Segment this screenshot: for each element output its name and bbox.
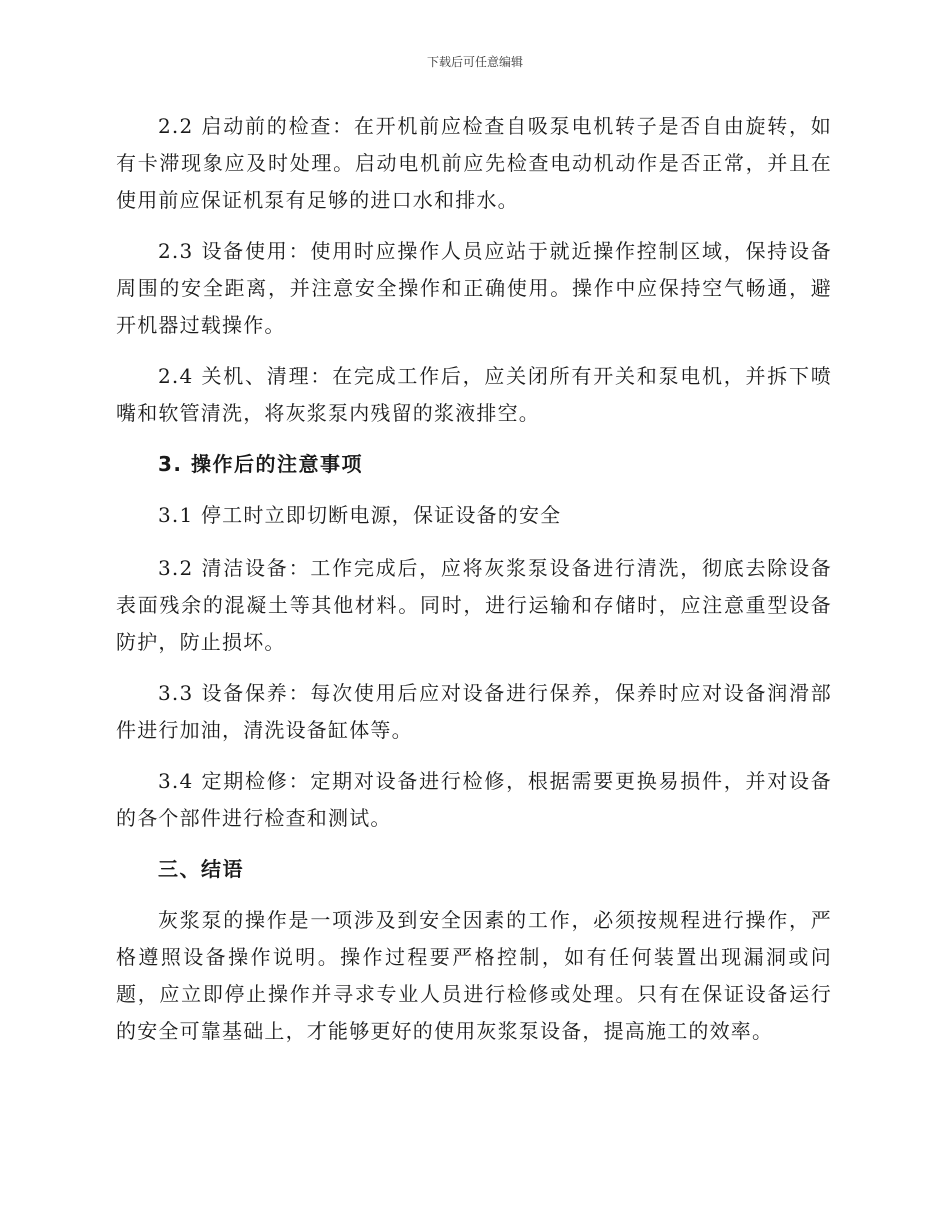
paragraph-2-2: 2.2 启动前的检查：在开机前应检查自吸泵电机转子是否自由旋转，如有卡滞现象应及时处理。启动电机前应先检查电动机动作是否正常，并且在使用前应保证机泵有足够的进口水和排水。 [116, 114, 832, 212]
paragraph-conclusion: 灰浆泵的操作是一项涉及到安全因素的工作，必须按规程进行操作，严格遵照设备操作说明。操作过程要严格控制，如有任何装置出现漏洞或问题，应立即停止操作并寻求专业人员进行检修或处理。只有在保证设备运行的安全可靠基础上，才能够更好的使用灰浆泵设备，提高施工的效率。 [116, 908, 832, 1043]
paragraph-3-2: 3.2 清洁设备：工作完成后，应将灰浆泵设备进行清洗，彻底去除设备表面残余的混凝土等其他材料。同时，进行运输和存储时，应注意重型设备防护，防止损坏。 [116, 556, 832, 654]
page-header: 下载后可任意编辑 [426, 55, 523, 69]
section-heading-3: 3. 操作后的注意事项 [158, 452, 363, 476]
paragraph-3-4: 3.4 定期检修：定期对设备进行检修，根据需要更换易损件，并对设备的各个部件进行检查和测试。 [116, 769, 832, 830]
paragraph-2-3: 2.3 设备使用：使用时应操作人员应站于就近操作控制区域，保持设备周围的安全距离，并注意安全操作和正确使用。操作中应保持空气畅通，避开机器过载操作。 [116, 239, 832, 337]
section-heading-conclusion: 三、结语 [158, 857, 244, 881]
paragraph-3-1: 3.1 停工时立即切断电源，保证设备的安全 [158, 503, 562, 527]
paragraph-3-3: 3.3 设备保养：每次使用后应对设备进行保养，保养时应对设备润滑部件进行加油，清洗设备缸体等。 [116, 681, 832, 742]
document-body [116, 108, 832, 1064]
paragraph-2-4: 2.4 关机、清理：在完成工作后，应关闭所有开关和泵电机，并拆下喷嘴和软管清洗，将灰浆泵内残留的浆液排空。 [116, 364, 832, 425]
